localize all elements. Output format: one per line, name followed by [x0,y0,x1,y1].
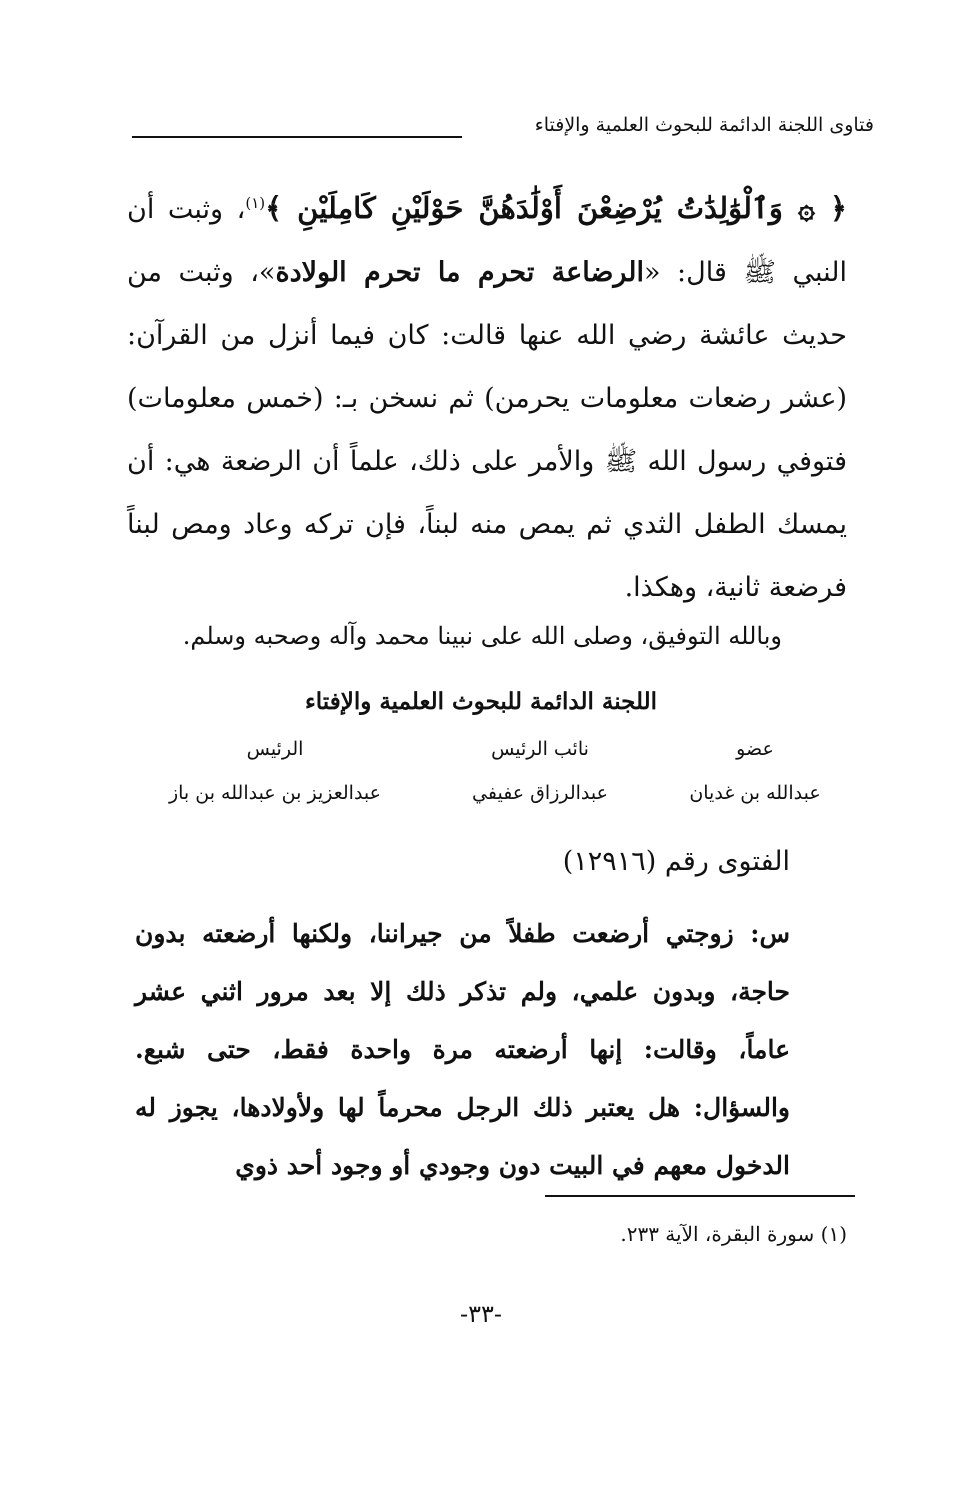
signatory-role: نائب الرئيس [491,738,589,760]
signatory-vice-president [455,738,625,804]
footnote: (١) سورة البقرة، الآية ٢٣٣. [620,1222,847,1246]
signatory-member [680,738,830,804]
footnote-marker: (١) [245,194,266,212]
quran-verse: ﴿ ۞ وَٱلْوَٰلِدَٰتُ يُرْضِعْنَ أَوْلَٰدَهُنَّ حَوْلَيْنِ كَامِلَيْنِ ﴾ [265,191,848,225]
question-paragraph: س: زوجتي أرضعت طفلاً من جيراننا، ولكنها أرضعته بدون حاجة، وبدون علمي، ولم تذكر ذلك إلا بعد مرور اثني عشر عاماً، وقالت: إنها أرضعته مرة واحدة فقط، حتى شبع. والسؤال: هل يعتبر ذلك الرجل محرماً لها ولأولادها، يجوز له الدخول معهم في البيت دون وجودي أو وجود أحد ذوي [135,919,790,1180]
footnote-rule [545,1195,855,1197]
running-header: فتاوى اللجنة الدائمة للبحوث العلمية والإفتاء [534,114,874,136]
header-rule [132,136,462,138]
signatory-name: عبدالعزيز بن عبدالله بن باز [168,782,382,804]
hadith-text: الرضاعة تحرم ما تحرم الولادة [275,257,645,288]
page-number: -٣٣- [460,1300,502,1328]
signatory-name: عبدالله بن غديان [689,782,821,804]
committee-title: اللجنة الدائمة للبحوث العلمية والإفتاء [304,688,658,715]
text-after-hadith: »، وثبت من حديث عائشة رضي الله عنها قالت: كان فيما أنزل من القرآن: (عشر رضعات معلومات يحرمن) ثم نسخن بـ: (خمس معلومات) فتوفي رسول الله ﷺ والأمر على ذلك، علماً أن الرضعة هي: أن يمسك الطفل الثدي ثم يمص منه لبناً، فإن تركه وعاد ومص لبناً فرضعة ثانية، وهكذا. [127,257,847,603]
signatory-president [160,738,390,804]
answer-paragraph [127,172,847,619]
text-after-verse: ، وثبت أن النبي ﷺ قال: « [127,194,847,288]
signatory-name: عبدالرزاق عفيفي [472,782,608,804]
closing-line: وبالله التوفيق، وصلى الله على نبينا محمد وآله وصحبه وسلم. [182,622,782,650]
signatory-role: الرئيس [246,738,304,760]
signatory-role: عضو [736,738,774,760]
fatwa-number: الفتوى رقم (١٢٩١٦) [562,846,790,877]
